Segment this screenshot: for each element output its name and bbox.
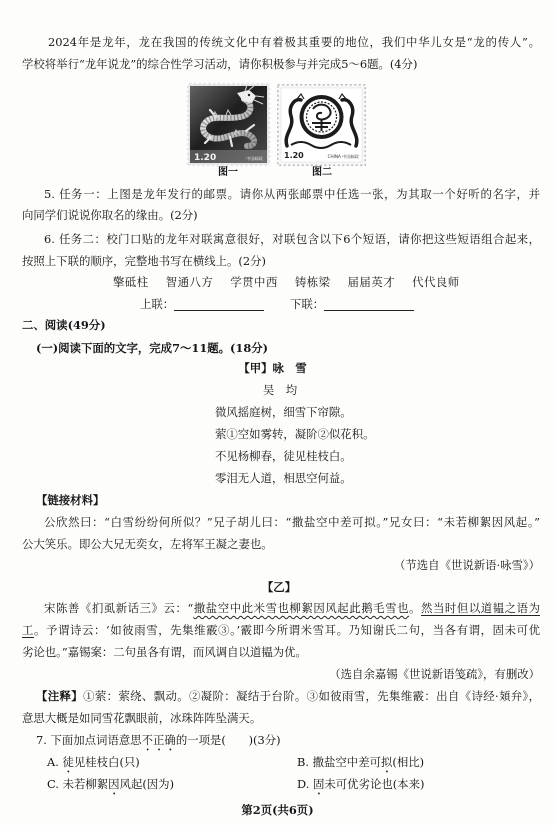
couplet-phrase: 智通八方 (165, 275, 214, 289)
dotted-word: 因 (108, 777, 120, 791)
dotted-word: 拟 (380, 755, 393, 769)
stamp-1-postal-mark: 中国邮政 (246, 156, 263, 161)
option-gloss: (本来) (392, 777, 425, 791)
underlined-sentence: 然当时但以道韫之语为 (421, 601, 540, 615)
poem-line: 不见杨柳春，徒见桂枝白。 (215, 449, 352, 463)
dotted-word: 徒 (62, 755, 74, 769)
passage-yi-line-3: 劣论也。”嘉锡案：二句虽各有谓，而风调自以道韫为优。 (22, 645, 307, 659)
couplet-phrase-list (113, 275, 460, 289)
dotted-word: 固 (312, 777, 325, 791)
dragon-stamp-dark-image (186, 82, 271, 167)
option-a (47, 755, 140, 769)
passage-text: 宋陈善《扪虱新话三》云：“ (44, 601, 194, 615)
emphasized-word: 不正确 (141, 733, 176, 747)
option-letter: C. (47, 777, 63, 791)
passage-text: 。予谓诗云：‘如彼雨雪，先集维霰③。’霰即今所谓米雪耳。乃知谢氏二句，当各有谓，固未可优 (34, 623, 540, 637)
section-heading: 二、阅读(49分) (22, 318, 106, 332)
passage-yi-line-1 (44, 601, 540, 615)
stamp-2-postal-mark: CHINA 中国邮政 (327, 154, 359, 159)
option-text: 风起 (119, 777, 143, 791)
notes-line-2: 意思大概是如同雪花飘眼前，冰珠阵阵坠满天。 (22, 711, 262, 725)
option-letter: B. (297, 755, 313, 769)
option-d (297, 777, 424, 791)
question-5-line-2: 向同学们说说你取名的缘由。(2分) (22, 208, 198, 222)
stamp-figure-1 (186, 82, 271, 167)
question-7-stem (36, 733, 281, 747)
option-c (47, 777, 174, 791)
option-gloss: (因为) (142, 777, 175, 791)
stamp-figure-2 (277, 84, 366, 166)
link-material-line-1: 公欣然曰：“白雪纷纷何所似？”兄子胡儿曰：“撒盐空中差可拟。”兄女曰：“未若柳絮因风起。” (44, 515, 540, 529)
option-gloss: (相比) (392, 755, 425, 769)
figure-1-caption: 图一 (218, 167, 238, 178)
question-6-line-1: 6. 任务二：校门口贴的龙年对联寓意很好，对联包含以下6个短语，请你把这些短语组合起来， (44, 232, 540, 246)
question-text: 的一项是( )(3分) (175, 733, 281, 747)
notes-label: 【注释】 (36, 689, 84, 703)
option-text: 撒盐空中差可 (312, 755, 381, 769)
figure-2-caption: 图二 (312, 167, 332, 178)
lower-couplet-blank (324, 298, 414, 311)
underlined-sentence: 工 (22, 623, 34, 637)
question-5-line-1: 5. 任务一：上图是龙年发行的邮票。请你从两张邮票中任选一张，为其取一个好听的名字，并 (44, 187, 540, 201)
couplet-phrase: 学贯中西 (230, 275, 278, 289)
question-text: 7. 下面加点词语意思 (36, 733, 142, 747)
link-material-heading: 【链接材料】 (36, 493, 105, 507)
poem-author: 吴 均 (262, 383, 298, 397)
link-material-source: （节选自《世说新语·咏雪》） (394, 558, 540, 572)
option-text: 见桂枝白 (73, 755, 120, 769)
option-b (297, 755, 424, 769)
lower-couplet-answer (290, 297, 414, 311)
poem-line: 微风摇庭树，细雪下帘隙。 (215, 405, 352, 419)
dragon-stamp-papercut-image (277, 84, 366, 166)
poem-title: 【甲】咏 雪 (238, 361, 307, 375)
question-6-line-2: 按照上下联的顺序，完整地书写在横线上。(2分) (22, 254, 266, 268)
couplet-phrase: 代代良师 (412, 275, 460, 289)
upper-couplet-label: 上联： (140, 297, 175, 311)
option-letter: A. (47, 755, 63, 769)
couplet-phrase: 铸栋梁 (294, 275, 331, 289)
option-gloss: (只) (119, 755, 140, 769)
option-letter: D. (297, 777, 313, 791)
poem-line: 萦①空如雾转，凝阶②似花积。 (215, 427, 375, 441)
option-text: 未若柳絮 (62, 777, 109, 791)
passage-text: 。 (409, 601, 421, 615)
poem-line: 零泪无人道，相思空何益。 (215, 471, 352, 485)
notes-line-1 (36, 689, 540, 703)
option-text: 未可优劣论也 (324, 777, 393, 791)
passage-yi-line-2 (22, 623, 540, 637)
couplet-phrase: 届届英才 (347, 275, 396, 289)
notes-text: ①萦：萦绕、飘动。②凝阶：凝结于台阶。③如彼雨雪，先集维霰：出自《诗经·頍弁》， (83, 689, 540, 703)
part-heading: (一)阅读下面的文字，完成7～11题。(18分) (36, 341, 269, 355)
wavy-underlined-sentence: 撒盐空中此米雪也柳絮因风起此鹅毛雪也 (193, 601, 410, 615)
upper-couplet-answer (140, 297, 264, 311)
link-material-line-2: 公大笑乐。即公大兄无奕女，左将军王凝之妻也。 (22, 537, 273, 551)
passage-yi-source: （选自余嘉锡《世说新语笺疏》，有删改） (329, 667, 540, 681)
stamp-2-denomination: 1.20 (284, 151, 304, 160)
intro-line-2: 学校将举行“龙年说龙”的综合性学习活动，请你积极参与并完成5～6题。(4分) (22, 57, 418, 71)
couplet-phrase: 擎砥柱 (113, 275, 149, 289)
upper-couplet-blank (174, 298, 264, 311)
page-footer: 第2页(共6页) (241, 803, 314, 817)
lower-couplet-label: 下联： (290, 297, 325, 311)
intro-line-1: 2024年是龙年，龙在我国的传统文化中有着极其重要的地位，我们中华儿女是“龙的传人”。 (48, 35, 540, 49)
stamp-1-denomination: 1.20 (194, 153, 217, 163)
passage-yi-heading: 【乙】 (261, 580, 297, 594)
